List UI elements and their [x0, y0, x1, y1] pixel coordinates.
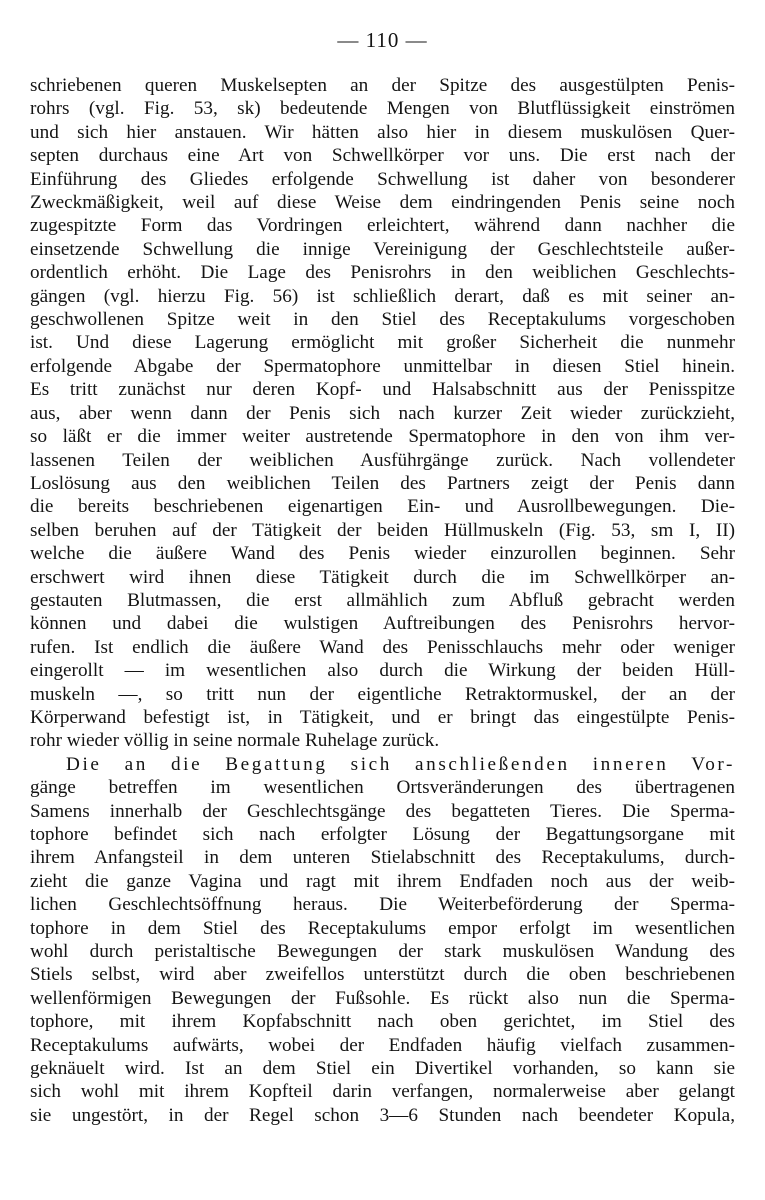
- text-line: wellenförmigen Bewegungen der Fußsohle. Es rückt also nun die Sperma-: [30, 987, 735, 1009]
- text-line: Körperwand befestigt ist, in Tätigkeit, und er bringt das eingestülpte Penis-: [30, 706, 735, 728]
- text-line: tophore, mit ihrem Kopfabschnitt nach oben gerichtet, im Stiel des: [30, 1011, 735, 1033]
- text-line: muskeln —, so tritt nun der eigentliche Retraktormuskel, der an der: [30, 683, 735, 705]
- text-line: können und dabei die wulstigen Auftreibungen des Penisrohrs hervor-: [30, 613, 735, 635]
- text-line: septen durchaus eine Art von Schwellkörper vor uns. Die erst nach der: [30, 145, 735, 167]
- text-line: gänge betreffen im wesentlichen Ortsveränderungen des übertragenen: [30, 777, 735, 799]
- text-line: gestauten Blutmassen, die erst allmählich zum Abfluß gebracht werden: [30, 589, 735, 611]
- text-line: lassenen Teilen der weiblichen Ausführgänge zurück. Nach vollendeter: [30, 449, 735, 471]
- text-line: die bereits beschriebenen eigenartigen Ein- und Ausrollbewegungen. Die-: [30, 496, 735, 518]
- text-line: sie ungestört, in der Regel schon 3—6 Stunden nach beendeter Kopula,: [30, 1104, 735, 1126]
- text-line: tophore in dem Stiel des Receptakulums empor erfolgt im wesentlichen: [30, 917, 735, 939]
- text-line: Samens innerhalb der Geschlechtsgänge des begatteten Tieres. Die Sperma-: [30, 800, 735, 822]
- body-text: [30, 74, 735, 1127]
- text-line: aus, aber wenn dann der Penis sich nach kurzer Zeit wieder zurückzieht,: [30, 402, 735, 424]
- text-line: geknäuelt wird. Ist an dem Stiel ein Divertikel vorhanden, so kann sie: [30, 1058, 735, 1080]
- text-line: Loslösung aus den weiblichen Teilen des Partners zeigt der Penis dann: [30, 472, 735, 494]
- text-line: rufen. Ist endlich die äußere Wand des Penisschlauchs mehr oder weniger: [30, 636, 735, 658]
- text-line: tophore befindet sich nach erfolgter Lösung der Begattungsorgane mit: [30, 824, 735, 845]
- text-line: lichen Geschlechtsöffnung heraus. Die Weiterbeförderung der Sperma-: [30, 894, 735, 916]
- text-line: erfolgende Abgabe der Spermatophore unmittelbar in diesen Stiel hinein.: [30, 355, 735, 377]
- text-line: Einführung des Gliedes erfolgende Schwellung ist daher von besonderer: [30, 168, 735, 190]
- text-line: sich wohl mit ihrem Kopfteil darin verfangen, normalerweise aber gelangt: [30, 1081, 735, 1103]
- text-line: Receptakulums aufwärts, wobei der Endfaden häufig vielfach zusammen-: [30, 1034, 735, 1056]
- text-line: rohrs (vgl. Fig. 53, sk) bedeutende Mengen von Blutflüssigkeit einströmen: [30, 98, 735, 120]
- text-line: zugespitzte Form das Vordringen erleichtert, während dann nachher die: [30, 215, 735, 237]
- text-line: zieht die ganze Vagina und ragt mit ihrem Endfaden noch aus der weib-: [30, 870, 735, 892]
- text-line: ist. Und diese Lagerung ermöglicht mit großer Sicherheit die nunmehr: [30, 332, 735, 354]
- text-line: und sich hier anstauen. Wir hätten also hier in diesem muskulösen Quer-: [30, 121, 735, 143]
- text-line: ordentlich erhöht. Die Lage des Penisrohrs in den weiblichen Geschlechts-: [30, 262, 735, 284]
- text-line: Stiels selbst, wird aber zweifellos unterstützt durch die oben beschriebenen: [30, 964, 735, 986]
- text-line: so läßt er die immer weiter austretende Spermatophore in den von ihm ver-: [30, 426, 735, 448]
- paragraph-start-line: Die an die Begattung sich anschließenden inneren Vor-: [66, 753, 735, 775]
- text-line: selben beruhen auf der Tätigkeit der beiden Hüllmuskeln (Fig. 53, sm I, II): [30, 519, 735, 541]
- page-number: — 110 —: [337, 28, 428, 52]
- paragraph-end-line: rohr wieder völlig in seine normale Ruhelage zurück.: [30, 730, 440, 752]
- text-line: welche die äußere Wand des Penis wieder einzurollen beginnen. Sehr: [30, 543, 735, 565]
- text-line: erschwert wird ihnen diese Tätigkeit durch die im Schwellkörper an-: [30, 566, 735, 588]
- text-line: schriebenen queren Muskelsepten an der Spitze des ausgestülpten Penis-: [30, 75, 735, 96]
- text-line: gängen (vgl. hierzu Fig. 56) ist schließlich derart, daß es mit seiner an-: [30, 285, 735, 307]
- text-line: Es tritt zunächst nur deren Kopf- und Halsabschnitt aus der Penisspitze: [30, 379, 735, 401]
- text-line: Zweckmäßigkeit, weil auf diese Weise dem eindringenden Penis seine noch: [30, 192, 735, 214]
- text-line: einsetzende Schwellung die innige Vereinigung der Geschlechtsteile außer-: [30, 238, 735, 260]
- text-line: geschwollenen Spitze weit in den Stiel des Receptakulums vorgeschoben: [30, 309, 735, 331]
- text-line: ihrem Anfangsteil in dem unteren Stielabschnitt des Receptakulums, durch-: [30, 847, 735, 869]
- text-line: wohl durch peristaltische Bewegungen der stark muskulösen Wandung des: [30, 941, 735, 963]
- text-line: eingerollt — im wesentlichen also durch die Wirkung der beiden Hüll-: [30, 660, 735, 682]
